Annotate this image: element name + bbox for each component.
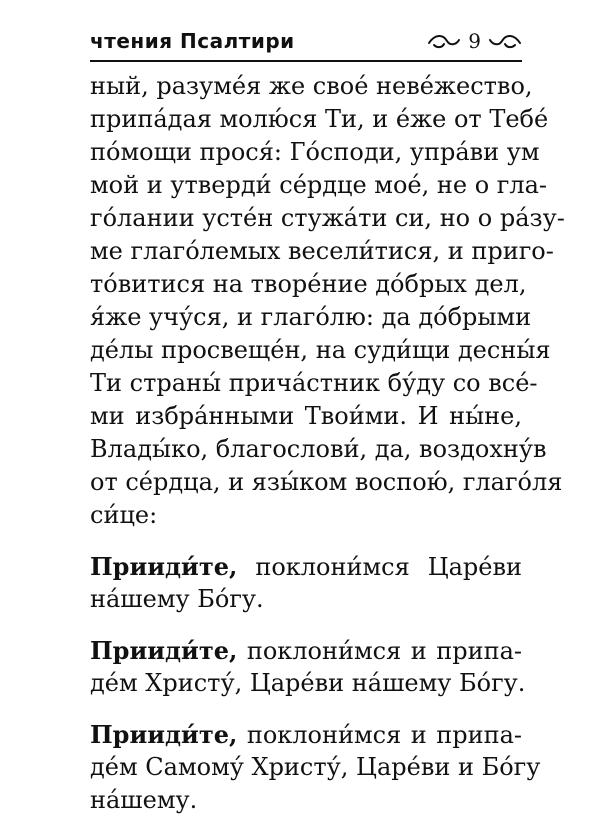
paragraph-gap	[90, 616, 522, 634]
text-line: де́м Самому́ Христу́, Царе́ви и Бо́гу	[90, 753, 541, 781]
text-line: Влады́ко, благослови́, да, воздохну́в	[90, 435, 547, 463]
text-line: от се́рдца, и язы́ком воспою́, глаго́ля	[90, 468, 563, 496]
paragraph-intro	[90, 70, 565, 532]
text-line: де́лы просвеще́н, на суди́щи десны́я	[90, 336, 551, 364]
paragraph-call-3	[90, 718, 541, 817]
text-line: на́шему Бо́гу.	[90, 585, 264, 613]
paragraph-call-2	[90, 634, 526, 700]
text-line: мой и утверди́ се́рдце мое́, не о гла-	[90, 171, 548, 199]
bold-verse-start: Прииди́те,	[90, 636, 238, 665]
paragraph-call-1	[90, 550, 522, 616]
text-line: ми избра́нными Твои́ми. И ны́не,	[90, 402, 522, 430]
paragraph-gap	[90, 532, 522, 550]
page-number-folio	[427, 29, 522, 53]
text-line	[90, 718, 522, 751]
text-line: де́м Христу́, Царе́ви на́шему Бо́гу.	[90, 669, 526, 697]
right-ornament-icon	[488, 32, 522, 50]
text-line	[90, 550, 522, 583]
text-line: го́лании усте́н стужа́ти си, но о ра́зу-	[90, 204, 565, 232]
left-ornament-icon	[427, 32, 461, 50]
text-line: припа́дая молю́ся Ти, и е́же от Тебе́	[90, 105, 549, 133]
page-number: 9	[468, 29, 481, 53]
text-line: ный, разуме́я же свое́ неве́жество,	[90, 72, 533, 100]
text-line: по́мощи прося́: Го́споди, упра́ви ум	[90, 138, 540, 166]
text-line: си́це:	[90, 501, 158, 529]
text-line: то́витися на творе́ние до́брых дел,	[90, 270, 527, 298]
page-header	[90, 22, 522, 62]
line-remainder: поклони́мся и припа-	[237, 721, 522, 749]
line-remainder: поклони́мся и припа-	[237, 637, 522, 665]
text-line: ме глаго́лемых весели́тися, и приго-	[90, 237, 554, 265]
line-remainder: поклони́мся Царе́ви	[237, 553, 522, 581]
text-line: на́шему.	[90, 786, 198, 814]
text-line	[90, 634, 522, 667]
paragraph-gap	[90, 700, 522, 718]
running-title: чтения Псалтири	[90, 29, 295, 53]
prayer-text	[90, 70, 565, 817]
bold-verse-start: Прииди́те,	[90, 552, 238, 581]
text-line: Ти страны́ прича́стник бу́ду со все́-	[90, 369, 538, 397]
text-line: я́же учу́ся, и глаго́лю: да до́брыми	[90, 303, 532, 331]
bold-verse-start: Прииди́те,	[90, 720, 238, 749]
